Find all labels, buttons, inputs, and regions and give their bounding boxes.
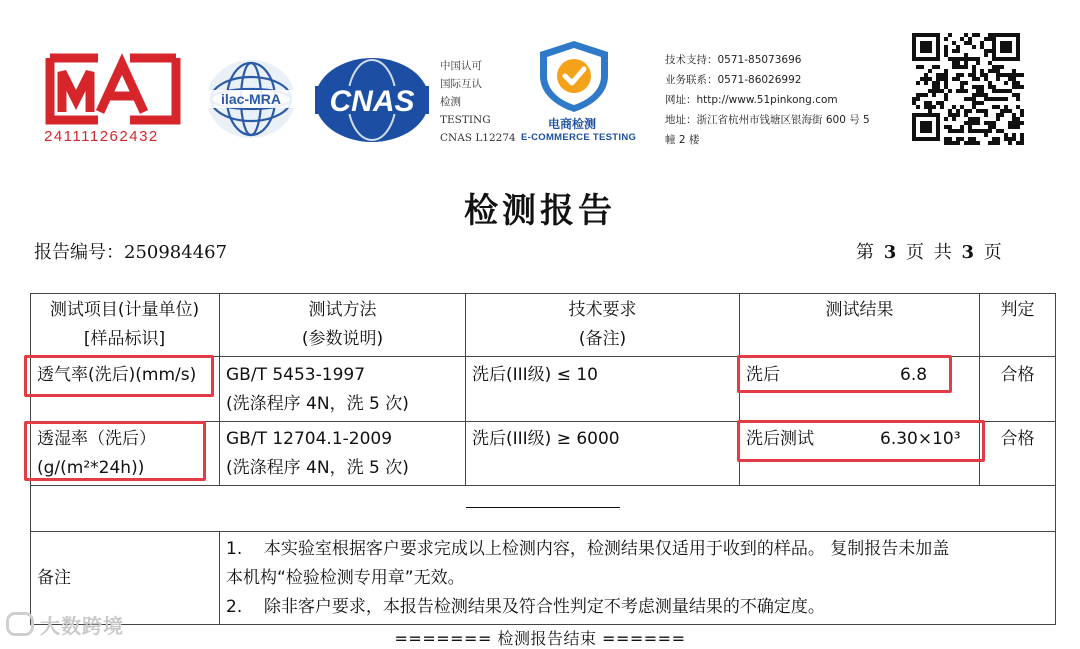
page-indicator <box>856 238 1002 264</box>
row1-item: 透气率(洗后)(mm/s) <box>37 365 197 385</box>
report-number: 报告编号：250984467 <box>34 242 228 263</box>
cert-line: TESTING <box>440 114 491 126</box>
row1-requirement: 洗后(III级) ≤ 10 <box>472 365 598 385</box>
qr-code <box>912 33 1024 149</box>
contact-address-cont: 幢 2 楼 <box>665 134 700 146</box>
header-method-line2: (参数说明) <box>301 329 384 349</box>
ecommerce-shield-logo <box>534 38 614 118</box>
watermark <box>6 610 124 639</box>
header-item-line2: [样品标识] <box>83 329 166 349</box>
highlight-box-row2-result <box>737 420 985 462</box>
remark-line-2: 2. 除非客户要求，本报告检测结果及符合性判定不考虑测量结果的不确定度。 <box>226 597 825 617</box>
contact-address: 地址：浙江省杭州市钱塘区银海街 600 号 5 <box>665 114 870 126</box>
cnas-logo <box>312 56 432 148</box>
page-current: 3 <box>883 242 897 263</box>
watermark-text: 大数跨境 <box>40 614 124 638</box>
page-prefix: 第 <box>856 242 874 263</box>
row1-method-note: (洗涤程序 4N，洗 5 次) <box>226 394 409 414</box>
row2-verdict: 合格 <box>1000 429 1035 449</box>
row1-method-standard: GB/T 5453-1997 <box>226 365 366 385</box>
row2-result-label: 洗后测试 <box>746 429 814 449</box>
cert-line: 中国认可 <box>440 60 482 72</box>
header-requirement-line2: (备注) <box>578 329 627 349</box>
header-requirement <box>466 296 739 354</box>
page-title: 检测报告 <box>464 191 616 231</box>
row2-item-line1: 透湿率（洗后） <box>37 429 156 449</box>
ilac-mra-logo-text: ilac-MRA <box>221 91 281 107</box>
contact-website: 网址：http://www.51pinkong.com <box>665 94 838 106</box>
header-requirement-line1: 技术要求 <box>568 300 637 320</box>
highlight-box-row1-item <box>24 355 214 397</box>
cert-line: CNAS L12274 <box>440 132 516 144</box>
row2-method-note: (洗涤程序 4N，洗 5 次) <box>226 458 409 478</box>
ilac-mra-logo <box>205 58 297 144</box>
row2-method <box>226 425 409 483</box>
shield-en-text: E-COMMERCE TESTING <box>521 132 637 143</box>
remarks-label: 备注 <box>37 568 71 588</box>
page-mid: 页 共 <box>906 242 952 263</box>
remarks-content <box>226 535 1054 622</box>
highlight-box-row1-result <box>737 355 952 393</box>
shield-cn-text: 电商检测 <box>548 117 597 131</box>
watermark-logo-icon <box>6 612 34 636</box>
remark-line-1-cont: 本机构“检验检测专用章”无效。 <box>226 568 465 588</box>
row2-result-value: 6.30×10³ <box>880 429 961 449</box>
results-table <box>30 293 1056 625</box>
remark-line-1: 1. 本实验室根据客户要求完成以上检测内容，检测结果仅适用于收到的样品。 复制报告未加盖 <box>226 539 950 559</box>
row2-requirement: 洗后(III级) ≥ 6000 <box>472 429 620 449</box>
page-total: 3 <box>961 242 974 263</box>
row1-result-value: 6.8 <box>900 365 928 385</box>
cma-number: 241111262432 <box>44 128 159 145</box>
highlight-box-row2-item <box>24 421 206 481</box>
header-item-line1: 测试项目(计量单位) <box>49 300 200 320</box>
cert-line: 检测 <box>440 96 461 108</box>
cnas-logo-text: CNAS <box>329 85 415 118</box>
cert-text-block <box>440 57 516 147</box>
row1-result-label: 洗后 <box>746 365 780 385</box>
blank-row-dash <box>466 507 620 508</box>
header-item <box>30 296 219 354</box>
row1-method <box>226 361 409 419</box>
contact-block <box>665 50 900 150</box>
contact-tech-support: 技术支持：0571-85073696 <box>665 54 802 66</box>
row2-method-standard: GB/T 12704.1-2009 <box>226 429 393 449</box>
contact-business: 业务联系：0571-86026992 <box>665 74 802 86</box>
row2-item-unit: (g/(m²*24h)) <box>37 458 145 478</box>
report-end-marker: ======= 检测报告结束 ====== <box>394 629 686 648</box>
page-suffix: 页 <box>983 242 1002 263</box>
header-method-line1: 测试方法 <box>308 300 377 320</box>
header-result: 测试结果 <box>825 300 894 320</box>
header-verdict: 判定 <box>1000 300 1035 320</box>
cert-line: 国际互认 <box>440 78 482 90</box>
header-method <box>220 296 465 354</box>
row1-verdict: 合格 <box>1000 365 1035 385</box>
